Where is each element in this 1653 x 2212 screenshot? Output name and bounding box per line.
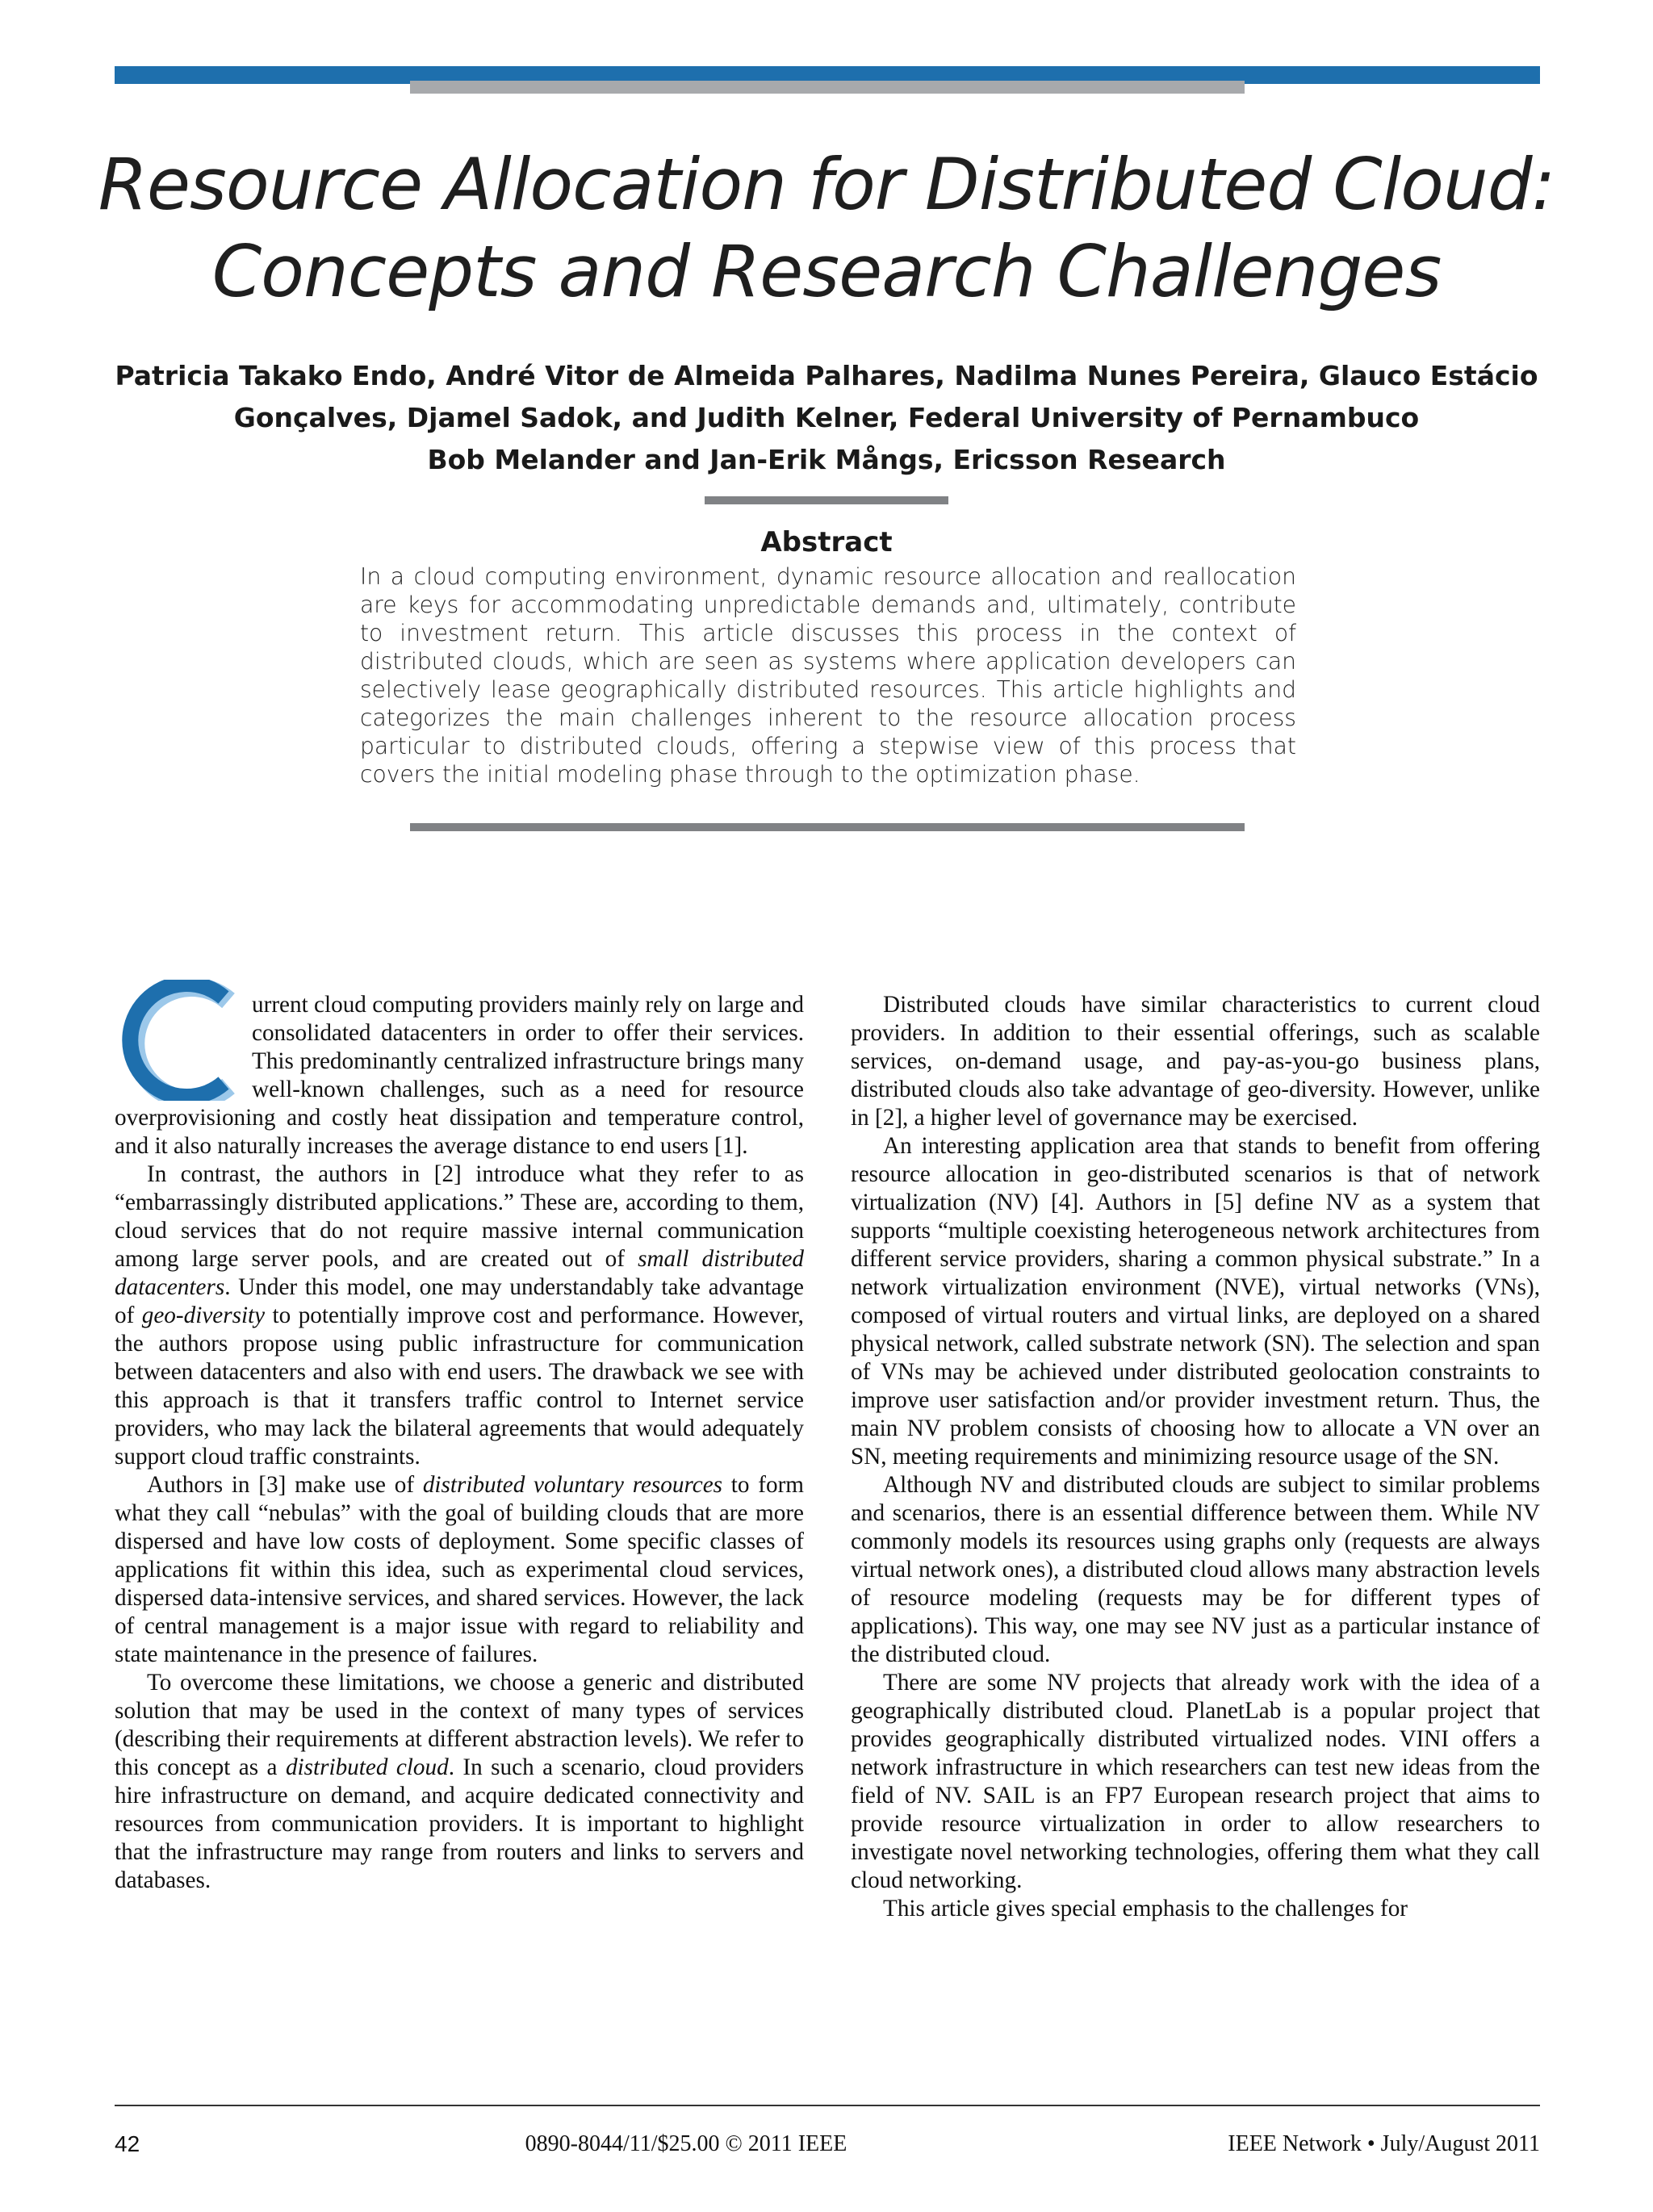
title-line-2: Concepts and Research Challenges	[211, 230, 1442, 313]
author-list	[97, 355, 1556, 481]
header-grey-bar	[410, 81, 1245, 94]
abstract-heading: Abstract	[760, 526, 893, 558]
article-title	[81, 141, 1572, 316]
paragraph: Although NV and distributed clouds are subject to similar problems and scenarios, there is an essential difference between them. While NV commonly models its resources using graphs only (requests are always virtual network ones), a distributed cloud allows many abstraction levels of resource modeling (requests may be for different types of applications). This way, one may see NV just as a particular instance of the distributed cloud.	[851, 1472, 1540, 1667]
journal-issue: IEEE Network • July/August 2011	[1228, 2131, 1540, 2156]
authors-line-1: Patricia Takako Endo, André Vitor de Almeida Palhares, Nadilma Nunes Pereira, Glauco Estácio	[115, 360, 1538, 391]
drop-cap-c-icon	[115, 980, 244, 1101]
authors-line-3: Bob Melander and Jan-Erik Mångs, Ericsson Research	[427, 444, 1226, 475]
abstract-text: In a cloud computing environment, dynamic resource allocation and reallocation are keys for accommodating unpredictable demands and, ultimately, contribute to investment return. This article discusses this process in the context of distributed clouds, which are seen as systems where application developers can selectively lease geographically distributed resources. This article highlights and categorizes the main challenges inherent to the resource allocation process particular to distributed clouds, offering a stepwise view of this process that covers the initial modeling phase through to the optimization phase.	[360, 563, 1296, 788]
drop-cap	[115, 980, 252, 1101]
paragraph: To overcome these limitations, we choose a generic and distributed solution that may be used in the context of many types of services (describing their requirements at different abstraction levels). We refer to this concept as a distributed cloud. In such a scenario, cloud providers hire infrastructure on demand, and acquire dedicated connectivity and resources from communication providers. It is important to highlight that the infrastructure may range from routers and links to servers and databases.	[115, 1670, 804, 1893]
abstract-bottom-rule	[410, 823, 1245, 831]
paragraph: Authors in [3] make use of distributed voluntary resources to form what they call “nebulas” with the goal of building clouds that are more dispersed and have low costs of deployment. Some specific classes of applications fit within this idea, such as experimental cloud services, dispersed data-intensive services, and shared services. However, the lack of central management is a major issue with regard to reliability and state maintenance in the presence of failures.	[115, 1472, 804, 1667]
page-number: 42	[115, 2131, 140, 2156]
paragraph: In contrast, the authors in [2] introduce what they refer to as “embarrassingly distributed applications.” These are, according to them, cloud services that do not require massive internal communication among large server pools, and are created out of small distributed datacenters. Under this model, one may understandably take advantage of geo-diversity to potentially improve cost and performance. However, the authors propose using public infrastructure for communication between datacenters and also with end users. The drawback we see with this approach is that it transfers traffic control to Internet service providers, who may lack the bilateral agreements that would adequately support cloud traffic constraints.	[115, 1161, 804, 1470]
copyright-notice: 0890-8044/11/$25.00 © 2011 IEEE	[525, 2131, 847, 2156]
body-column-left	[115, 991, 804, 1895]
paragraph	[115, 991, 804, 1160]
authors-line-2: Gonçalves, Djamel Sadok, and Judith Kelner, Federal University of Pernambuco	[233, 402, 1420, 433]
footer-rule	[115, 2105, 1540, 2106]
body-column-right	[851, 991, 1540, 1923]
paragraph: Distributed clouds have similar characteristics to current cloud providers. In addition to their essential offerings, such as scalable services, on-demand usage, and pay-as-you-go business plans, distributed clouds also take advantage of geo-diversity. However, unlike in [2], a higher level of governance may be exercised.	[851, 992, 1540, 1131]
paragraph: An interesting application area that stands to benefit from offering resource allocation in geo-distributed scenarios is that of network virtualization (NV) [4]. Authors in [5] define NV as a system that supports “multiple coexisting heterogeneous network architectures from different service providers, sharing a common physical substrate.” In a network virtualization environment (NVE), virtual networks (VNs), composed of virtual routers and virtual links, are deployed on a shared physical network, called substrate network (SN). The selection and span of VNs may be achieved under distributed geolocation constraints to improve user satisfaction and/or provider investment return. Thus, the main NV problem consists of choosing how to allocate a VN over an SN, meeting requirements and minimizing resource usage of the SN.	[851, 1133, 1540, 1470]
abstract-top-rule	[705, 496, 948, 504]
paragraph-text: urrent cloud computing providers mainly rely on large and consolidated datacenters in order to offer their services. This predominantly centralized infrastructure brings many well-known challenges, such as a need for resource overprovisioning and costly heat dissipation and temperature control, and it also naturally increases the average distance to end users [1].	[115, 992, 804, 1159]
paragraph: This article gives special emphasis to the challenges for	[883, 1896, 1408, 1921]
paragraph: There are some NV projects that already work with the idea of a geographically distributed cloud. PlanetLab is a popular project that provides geographically distributed virtualized nodes. VINI offers a network infrastructure in which researchers can test new ideas from the field of NV. SAIL is an FP7 European research project that aims to provide resource virtualization in order to allow researchers to investigate novel networking technologies, offering them what they call cloud networking.	[851, 1670, 1540, 1893]
title-line-1: Resource Allocation for Distributed Cloud:	[98, 143, 1555, 226]
